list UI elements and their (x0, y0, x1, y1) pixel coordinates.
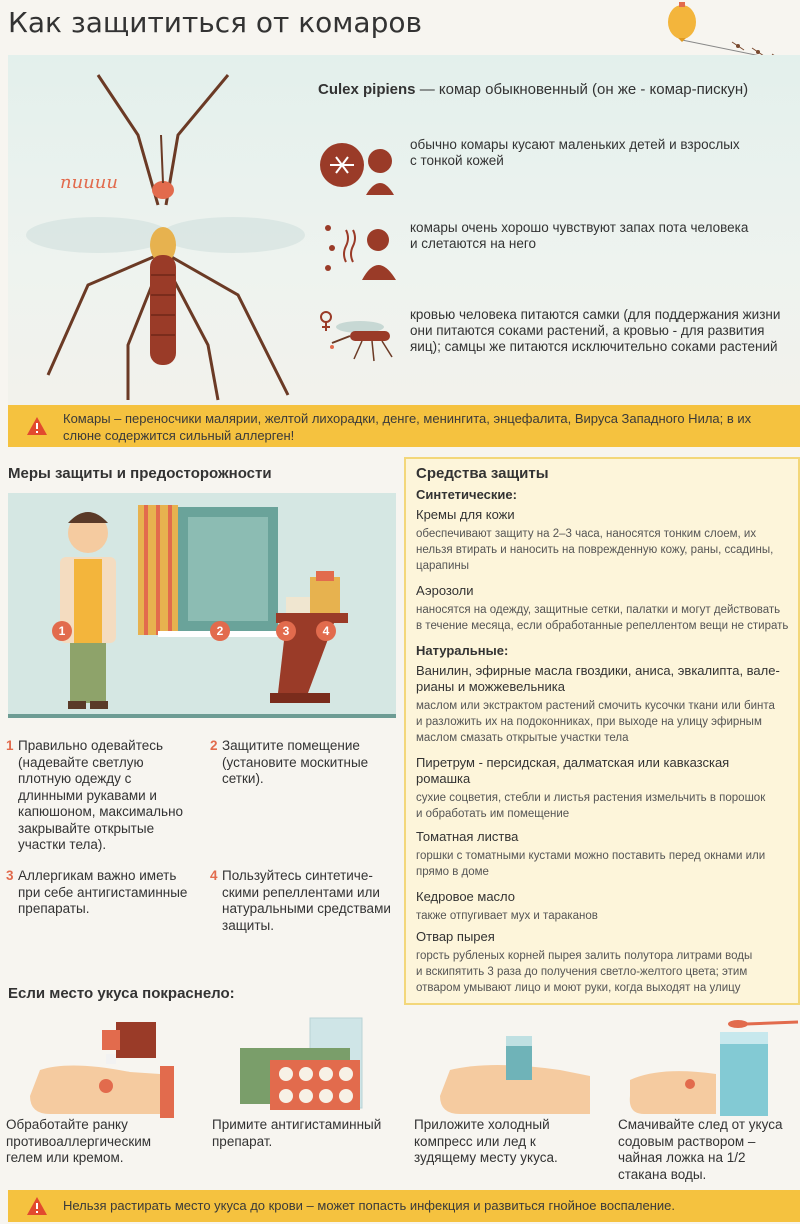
female-mosquito-icon (318, 307, 398, 367)
room-marker-3: 3 (276, 621, 296, 641)
fact-sweat: комары очень хорошо чувствуют запах пота человека и слетаются на него (318, 220, 788, 280)
room-marker-4: 4 (316, 621, 336, 641)
species-line (318, 81, 748, 98)
means-item-pyrethrum: Пиретрум - персидская, далматская или кавказская ромашка сухие соцветия, стебли и листья растения измельчить в порошок и обработать им помещение (416, 755, 766, 820)
hero-panel (8, 55, 800, 405)
page-title: Как защититься от комаров (8, 6, 422, 39)
room-scene (8, 493, 396, 718)
means-item-couch-grass: Отвар пырея горсть рубленых корней пырея залить полутора литрами воды и вскипятить 3 раза до получения светло-желтого цвета; этим отваром умывают лицо и моют руки, когда выходят на улицу (416, 929, 753, 994)
means-item-aerosols: Аэрозоли наносятся на одежду, защитные сетки, палатки и могут действовать в течение месяца, если обработанные репеллентом вещи не стирать (416, 583, 789, 632)
synthetic-label: Синтетические: (416, 487, 517, 502)
species-latin: Culex pipiens (318, 81, 416, 98)
bite-step-4: Смачивайте след от укуса содовым раствором – чайная ложка на 1/2 стакана воды. (618, 1117, 783, 1182)
warning-banner-top: Комары – переносчики малярии, желтой лихорадки, денге, менингита, энцефалита, Вируса Западного Нила; в их слюне содержится сильный аллерген! (8, 405, 800, 447)
natural-label: Натуральные: (416, 643, 509, 658)
soda-glass-icon (620, 1010, 800, 1120)
means-item-tomato: Томатная листва горшки с томатными кустами можно поставить перед окнами или прямо в доме (416, 829, 766, 878)
bite-step-2: Примите антигистаминный препарат. (212, 1117, 382, 1149)
bite-title: Если место укуса покраснело: (8, 985, 235, 1002)
means-item-creams: Кремы для кожи обеспечивают защиту на 2–3 часа, наносятся тонким слоем, их нельзя втирать и наносить на поврежденную кожу, раны, ссадины, царапины (416, 507, 774, 572)
protection-means-panel (404, 457, 800, 1005)
warning-banner-bottom: Нельзя растирать место укуса до крови – может попасть инфекция и развиться гнойное воспаление. (8, 1190, 800, 1222)
bite-step-3: Приложите холодный компресс или лед к зудящему месту укуса. (414, 1117, 558, 1165)
sweat-person-icon (318, 220, 398, 280)
mosquito-icon (8, 55, 328, 405)
fact-thin-skin: обычно комары кусают маленьких детей и взрослых с тонкой кожей (318, 137, 788, 197)
pills-icon (220, 1010, 420, 1120)
warning-icon (26, 416, 48, 436)
room-marker-1: 1 (52, 621, 72, 641)
fact-female: кровью человека питаются самки (для поддержания жизни они питаются соками растений, а кровью - для развития яиц); самцы же питаются исключительно соками растений (318, 307, 788, 373)
bite-step-1: Обработайте ранку противоаллергическим гелем или кремом. (6, 1117, 152, 1165)
means-item-oils: Ванилин, эфирные масла гвоздики, аниса, эвкалипта, вале- рианы и можжевельника маслом или экстрактом растений смочить кусочки ткани или бинта и разложить их на подоконниках, при выходе на улицу эфирным маслом смазать открытые участки тела (416, 663, 780, 744)
means-title: Средства защиты (416, 465, 549, 482)
ice-compress-icon (420, 1010, 620, 1120)
species-common: — комар обыкновенный (он же - комар-пискун) (415, 81, 749, 98)
means-item-cedar: Кедровое масло также отпугивает мух и тараканов (416, 889, 598, 922)
measures-title: Меры защиты и предосторожности (8, 465, 272, 482)
room-marker-2: 2 (210, 621, 230, 641)
room-illustration (8, 493, 396, 718)
mosquito-sound: пииии (60, 172, 118, 193)
warning-icon (26, 1196, 48, 1216)
child-icon (318, 137, 398, 197)
gel-icon (10, 1010, 210, 1120)
